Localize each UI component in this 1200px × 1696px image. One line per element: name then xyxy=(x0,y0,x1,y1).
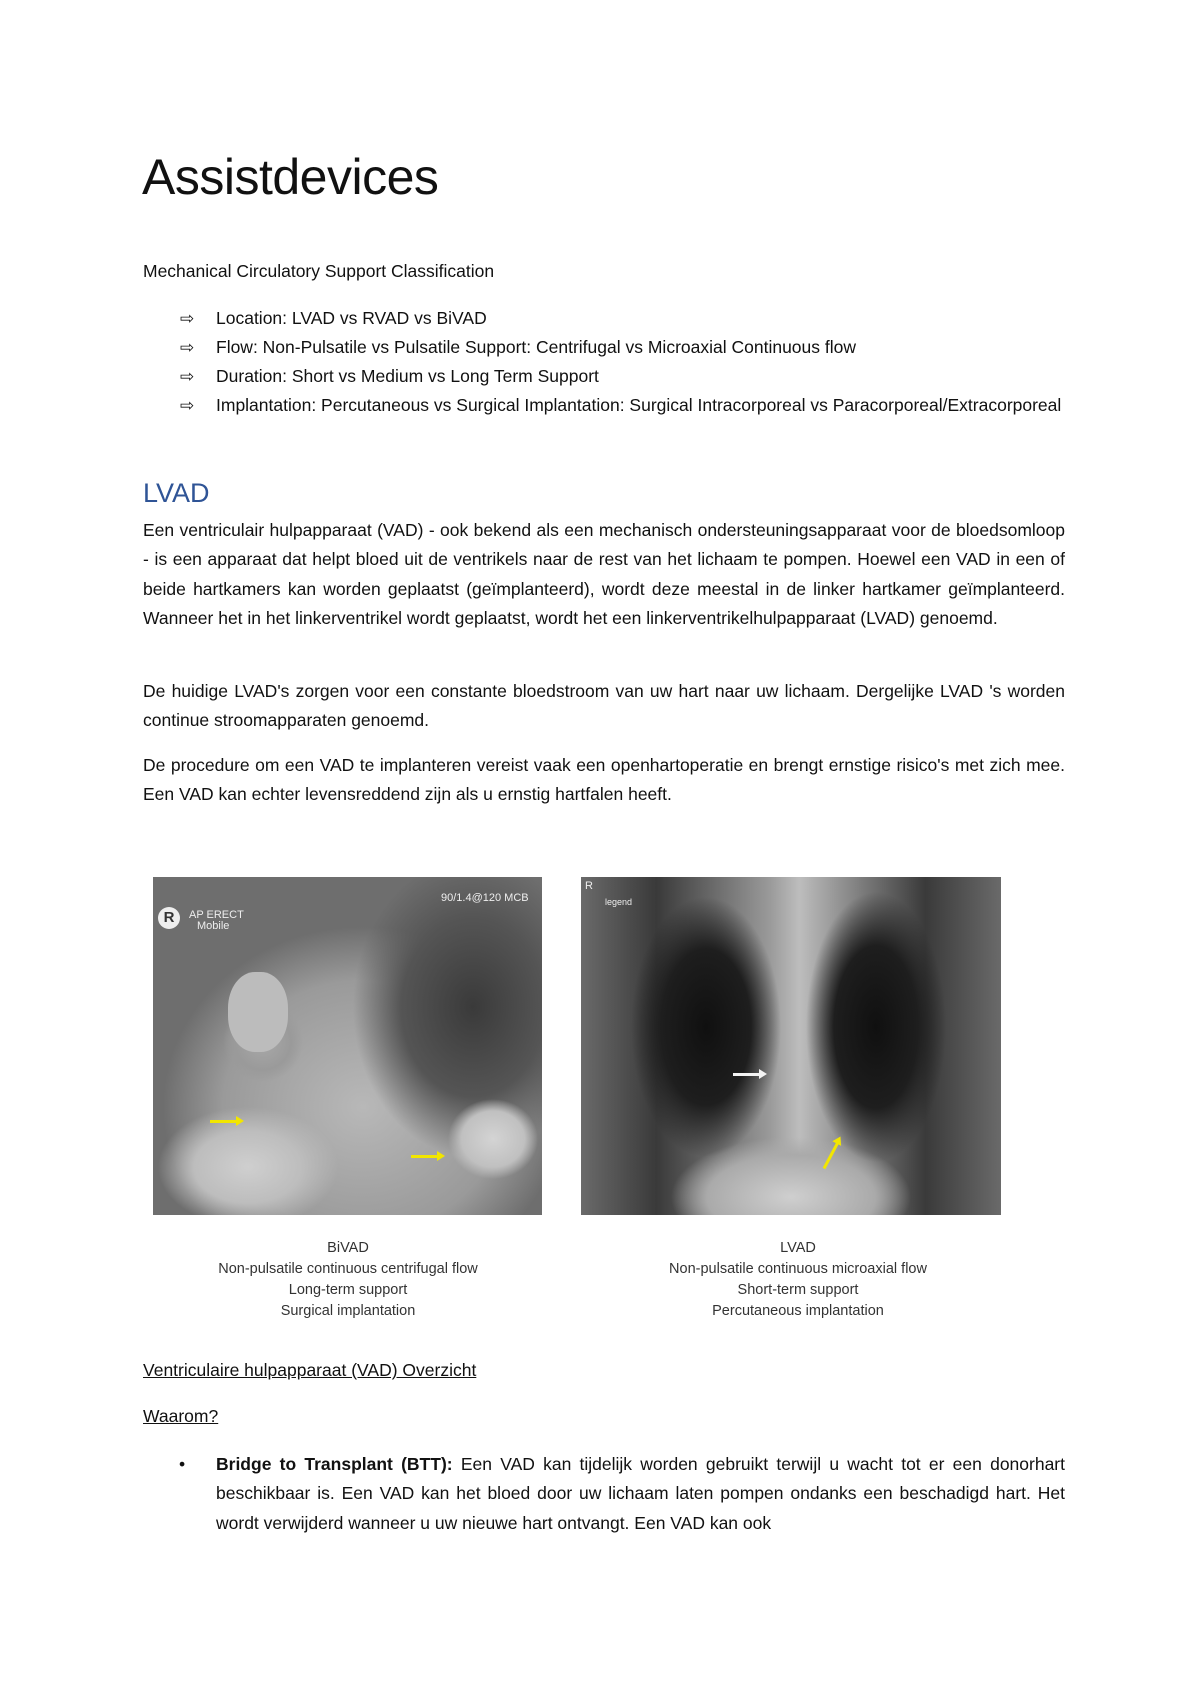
paragraph-procedure: De procedure om een VAD te implanteren vereist vaak een openhartoperatie en brengt ernstige risico's met zich mee. Een VAD kan echter levensreddend zijn als u ernstig hartfalen heeft. xyxy=(143,755,1065,805)
classification-text: Location: LVAD vs RVAD vs BiVAD xyxy=(216,308,487,328)
why-heading: Waarom? xyxy=(143,1406,219,1426)
lvad-heading: LVAD xyxy=(143,478,210,508)
yellow-arrow-icon xyxy=(210,1120,238,1123)
arrow-bullet-icon: ⇨ xyxy=(180,367,195,386)
arrow-bullet-icon: ⇨ xyxy=(180,338,195,357)
white-arrow-icon xyxy=(733,1073,761,1076)
overview-heading: Ventriculaire hulpapparaat (VAD) Overzicht xyxy=(143,1360,477,1380)
classification-item xyxy=(180,362,1066,391)
xray-mobile-label: Mobile xyxy=(197,920,230,932)
classification-item xyxy=(180,391,1066,420)
caption-line: BiVAD xyxy=(327,1240,369,1256)
xray-legend-label: legend xyxy=(605,897,633,907)
classification-item xyxy=(180,304,1066,333)
caption-line: LVAD xyxy=(780,1240,816,1256)
classification-item xyxy=(180,333,1066,362)
xray-side-label: R xyxy=(585,880,593,892)
classification-text: Flow: Non-Pulsatile vs Pulsatile Support: Centrifugal vs Microaxial Continuous flow xyxy=(216,337,856,357)
caption-line: Percutaneous implantation xyxy=(712,1303,884,1319)
bullet-text: Een VAD kan tijdelijk worden gebruikt terwijl u wacht tot er een donorhart beschikbaar is. Een VAD kan het bloed door uw lichaam laten pompen ondanks een beschadigd hart. Het wordt verwijderd wanneer u uw nieuwe hart ontvangt. Een VAD kan ook xyxy=(216,1454,1065,1533)
bivad-caption xyxy=(138,1238,558,1322)
caption-line: Long-term support xyxy=(288,1282,408,1298)
caption-line: Non-pulsatile continuous microaxial flow xyxy=(669,1261,927,1277)
bullet-term: Bridge to Transplant (BTT): xyxy=(216,1454,453,1474)
caption-line: Short-term support xyxy=(737,1282,859,1298)
lvad-caption xyxy=(588,1238,1008,1322)
radiology-logo: R xyxy=(158,907,180,929)
caption-line: Surgical implantation xyxy=(280,1303,416,1319)
page-title: Assistdevices xyxy=(142,149,439,205)
bullet-dot-icon: • xyxy=(179,1454,186,1474)
section-subtitle: Mechanical Circulatory Support Classification xyxy=(143,261,495,281)
why-bullet-item xyxy=(143,1450,1065,1538)
classification-text: Implantation: Percutaneous vs Surgical Implantation: Surgical Intracorporeal vs Paracorporeal/Extracorporeal xyxy=(216,395,1062,415)
classification-text: Duration: Short vs Medium vs Long Term Support xyxy=(216,366,599,386)
arrow-bullet-icon: ⇨ xyxy=(180,396,195,415)
xray-mode-label: AP ERECT xyxy=(189,909,244,921)
yellow-arrow-icon xyxy=(823,1141,840,1169)
xray-settings-label: 90/1.4@120 MCB xyxy=(441,892,529,904)
lvad-xray-image xyxy=(581,877,1001,1215)
arrow-bullet-icon: ⇨ xyxy=(180,309,195,328)
yellow-arrow-icon xyxy=(411,1155,439,1158)
paragraph-lvad-definition: Een ventriculair hulpapparaat (VAD) - ook bekend als een mechanisch ondersteuningsapparaat voor de bloedsomloop - is een apparaat dat helpt bloed uit de ventrikels naar de rest van het lichaam te pompen. Hoewel een VAD in een of beide hartkamers kan worden geplaatst (geïmplanteerd), wordt deze meestal in de linker hartkamer geïmplanteerd. Wanneer het in het linkerventrikel wordt geplaatst, wordt het een linkerventrikelhulpapparaat (LVAD) genoemd. xyxy=(143,520,1065,629)
pump-device xyxy=(228,972,288,1052)
bivad-xray-image xyxy=(153,877,542,1215)
caption-line: Non-pulsatile continuous centrifugal flow xyxy=(218,1261,478,1277)
paragraph-lvad-flow: De huidige LVAD's zorgen voor een constante bloedstroom van uw hart naar uw lichaam. Dergelijke LVAD 's worden continue stroomapparaten genoemd. xyxy=(143,681,1065,731)
